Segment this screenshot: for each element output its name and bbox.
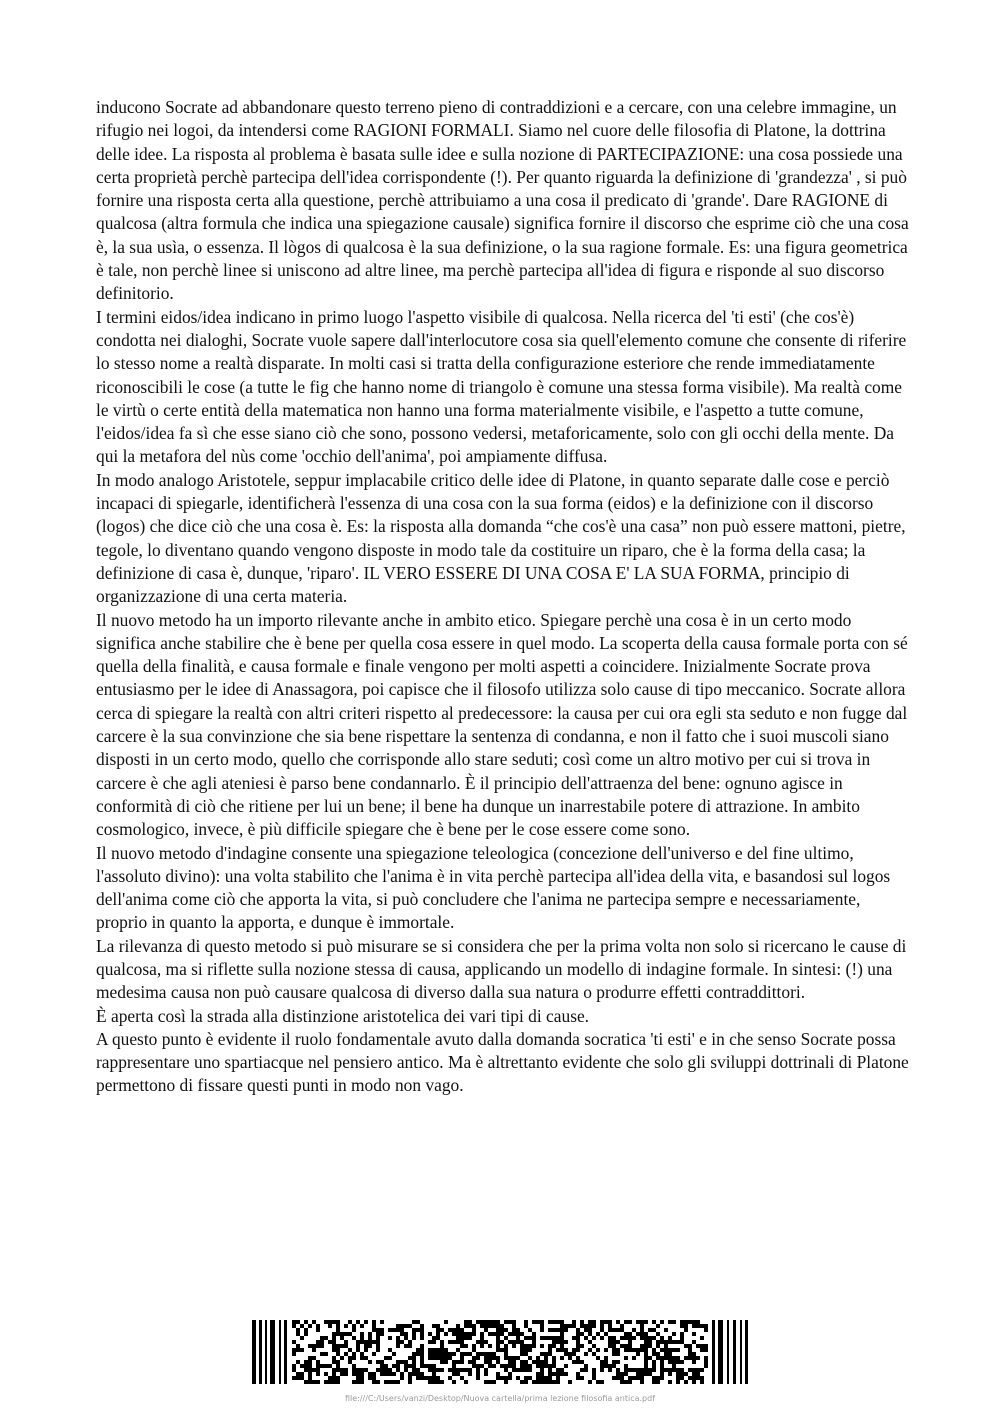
- paragraph-7: È aperta così la strada alla distinzione aristotelica dei vari tipi di cause.: [96, 1005, 590, 1026]
- paragraph-8: A questo punto è evidente il ruolo fondamentale avuto dalla domanda socratica 'ti esti' e in che senso Socrate possa rappresentare uno spartiacque nel pensiero antico. Ma è altrettanto evidente che solo gli sviluppi dottrinali di Platone permettono di fissare questi punti in modo non vago.: [96, 1028, 909, 1096]
- paragraph-4: Il nuovo metodo ha un importo rilevante anche in ambito etico. Spiegare perchè una cosa è in un certo modo significa anche stabilire che è bene per quella cosa essere in quel modo. La scoperta della causa formale porta con sé quella della finalità, e causa formale e finale vengono per molti aspetti a coincidere. Inizialmente Socrate prova entusiasmo per le idee di Anassagora, poi capisce che il filosofo utilizza solo cause di tipo meccanico. Socrate allora cerca di spiegare la realtà con altri criteri rispetto al predecessore: la causa per cui ora egli sta seduto e non fugge dal carcere è la sua convinzione che sia bene rispettare la sentenza di condanna, e non il fatto che i suoi muscoli siano disposti in un certo modo, quello che corrisponde allo stare seduti; così come un altro motivo per cui si trova in carcere è che agli ateniesi è parso bene condannarlo. È il principio dell'attraenza del bene: ognuno agisce in conformità di ciò che ritiene per lui un bene; il bene ha dunque un inarrestabile potere di attrazione. In ambito cosmologico, invece, è più difficile spiegare che è bene per le cose essere come sono.: [96, 609, 908, 840]
- document-body: [96, 96, 911, 1098]
- paragraph-5: Il nuovo metodo d'indagine consente una spiegazione teleologica (concezione dell'universo e del fine ultimo, l'assoluto divino): una volta stabilito che l'anima è in vita perchè partecipa all'idea della vita, e basandosi sul logos dell'anima come ciò che apporta la vita, si può concludere che l'anima ne partecipa sempre e necessariamente, proprio in quanto la apporta, e dunque è immortale.: [96, 842, 891, 933]
- paragraph-2: I termini eidos/idea indicano in primo luogo l'aspetto visibile di qualcosa. Nella ricerca del 'ti esti' (che cos'è) condotta nei dialoghi, Socrate vuole sapere dall'interlocutore cosa sia quell'elemento comune che consente di riferire lo stesso nome a realtà disparate. In molti casi si tratta della configurazione esteriore che rende immediatamente riconoscibili le cose (a tutte le fig che hanno nome di triangolo è comune una stessa forma visibile). Ma realtà come le virtù o certe entità della matematica non hanno una forma materialmente visibile, e l'aspetto a tutte comune, l'eidos/idea fa sì che esse siano ciò che sono, possono vedersi, metaforicamente, solo con gli occhi della mente. Da qui la metafora del nùs come 'occhio dell'anima', poi ampiamente diffusa.: [96, 306, 907, 467]
- barcode: [250, 1318, 750, 1388]
- paragraph-6: La rilevanza di questo metodo si può misurare se si considera che per la prima volta non solo si ricercano le cause di qualcosa, ma si riflette sulla nozione stessa di causa, applicando un modello di indagine formale. In sintesi: (!) una medesima causa non può causare qualcosa di diverso dalla sua natura o produrre effetti contraddittori.: [96, 935, 907, 1003]
- paragraph-1: inducono Socrate ad abbandonare questo terreno pieno di contraddizioni e a cercare, con una celebre immagine, un rifugio nei logoi, da intendersi come RAGIONI FORMALI. Siamo nel cuore delle filosofia di Platone, la dottrina delle idee. La risposta al problema è basata sulle idee e sulla nozione di PARTECIPAZIONE: una cosa possiede una certa proprietà perchè partecipa dell'idea corrispondente (!). Per quanto riguarda la definizione di 'grandezza' , si può fornire una risposta certa alla questione, perchè attribuiamo a una cosa il predicato di 'grande'. Dare RAGIONE di qualcosa (altra formula che indica una spiegazione causale) significa fornire il discorso che esprime ciò che una cosa è, la sua usìa, o essenza. Il lògos di qualcosa è la sua definizione, o la sua ragione formale. Es: una figura geometrica è tale, non perchè linee si uniscono ad altre linee, ma perchè partecipa all'idea di figura e risponde al suo discorso definitorio.: [96, 97, 909, 304]
- barcode-graphic: [250, 1318, 750, 1388]
- footer-file-path: file:///C:/Users/vanzi/Desktop/Nuova cartella/prima lezione filosofia antica.pdf: [344, 1394, 656, 1403]
- page-footer: [250, 1318, 750, 1408]
- paragraph-3: In modo analogo Aristotele, seppur implacabile critico delle idee di Platone, in quanto separate dalle cose e perciò incapaci di spiegarle, identificherà l'essenza di una cosa con la sua forma (eidos) e la definizione con il discorso (logos) che dice ciò che una cosa è. Es: la risposta alla domanda “che cos'è una casa” non può essere mattoni, pietre, tegole, lo diventano quando vengono disposte in modo tale da costituire un riparo, che è la forma della casa; la definizione di casa è, dunque, 'riparo'. IL VERO ESSERE DI UNA COSA E' LA SUA FORMA, principio di organizzazione di una certa materia.: [96, 469, 906, 607]
